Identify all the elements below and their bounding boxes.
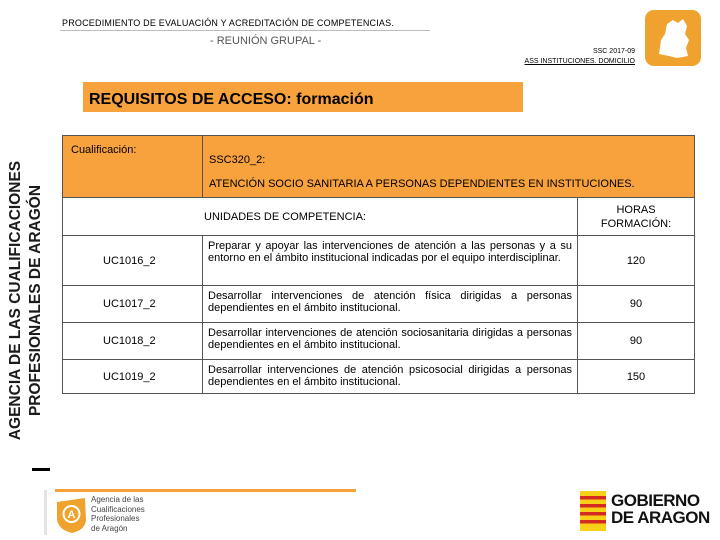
agency-name-line3: Profesionales — [91, 514, 140, 523]
unit-hours: 90 — [578, 323, 695, 360]
agency-name-line1: Agencia de las — [91, 495, 144, 504]
reference-code-line1: SSC 2017-09 — [592, 48, 635, 55]
unit-description: Desarrollar intervenciones de atención física dirigidas a personas dependientes en el ámbito institucional. — [203, 286, 578, 323]
hours-header-line2: FORMACIÓN: — [600, 217, 672, 230]
aragon-flag-icon — [576, 491, 606, 531]
reference-code-line2: ASS INSTITUCIONES. DOMICILIO — [524, 58, 635, 65]
units-header — [63, 198, 578, 236]
table-row — [63, 323, 695, 360]
unit-code: UC1018_2 — [63, 323, 203, 360]
header-divider — [60, 30, 430, 31]
qualification-row — [63, 136, 695, 198]
agency-name-line4: de Aragón — [91, 523, 128, 533]
agency-name — [91, 495, 145, 533]
left-divider — [44, 490, 47, 535]
unit-hours: 90 — [578, 286, 695, 323]
svg-text:A: A — [67, 509, 76, 521]
qualification-label: Cualificación: — [63, 136, 203, 198]
qualification-name: ATENCIÓN SOCIO SANITARIA A PERSONAS DEPENDIENTES EN INSTITUCIONES. — [209, 178, 635, 190]
units-header-label: UNIDADES DE COMPETENCIA: — [204, 210, 366, 223]
table-row — [63, 236, 695, 286]
unit-description: Preparar y apoyar las intervenciones de atención a las personas y a su entorno en el ámbito institucional indicadas por el equipo interdisciplinar. — [203, 236, 578, 286]
vertical-underline — [32, 468, 50, 471]
unit-code: UC1019_2 — [63, 360, 203, 394]
agency-vertical-line1: AGENCIA DE LAS CUALIFICACIONES — [7, 160, 24, 441]
meeting-subtitle: - REUNIÓN GRUPAL - — [210, 35, 322, 47]
agency-logo-icon — [55, 496, 88, 534]
aragon-map-logo-icon — [645, 10, 701, 66]
unit-code: UC1016_2 — [63, 236, 203, 286]
hours-header-line1: HORAS — [616, 203, 656, 216]
unit-code: UC1017_2 — [63, 286, 203, 323]
unit-hours: 120 — [578, 236, 695, 286]
government-name — [611, 492, 710, 526]
agency-name-line2: Cualificaciones — [91, 504, 145, 514]
procedure-title: PROCEDIMIENTO DE EVALUACIÓN Y ACREDITACIÓN DE COMPETENCIAS. — [62, 18, 395, 28]
table-row — [63, 286, 695, 323]
requirements-title: REQUISITOS DE ACCESO: formación — [89, 91, 374, 108]
government-name-line1: GOBIERNO — [611, 491, 700, 510]
qualification-code: SSC320_2: — [209, 154, 266, 166]
footer-accent-line — [55, 489, 356, 492]
unit-description: Desarrollar intervenciones de atención sociosanitaria dirigidas a personas dependientes en el ámbito institucional. — [203, 323, 578, 360]
agency-vertical-line2: PROFESIONALES DE ARAGÓN — [27, 184, 44, 417]
hours-header — [578, 198, 695, 236]
unit-hours: 150 — [578, 360, 695, 394]
government-name-line2: DE ARAGON — [611, 508, 710, 527]
table-row — [63, 360, 695, 394]
qualification-cell — [203, 136, 695, 198]
unit-description: Desarrollar intervenciones de atención psicosocial dirigidas a personas dependientes en el ámbito institucional. — [203, 360, 578, 394]
agency-vertical-title — [6, 138, 46, 463]
table-header-row — [63, 198, 695, 236]
requirements-table — [62, 135, 695, 394]
reference-code — [525, 47, 635, 67]
